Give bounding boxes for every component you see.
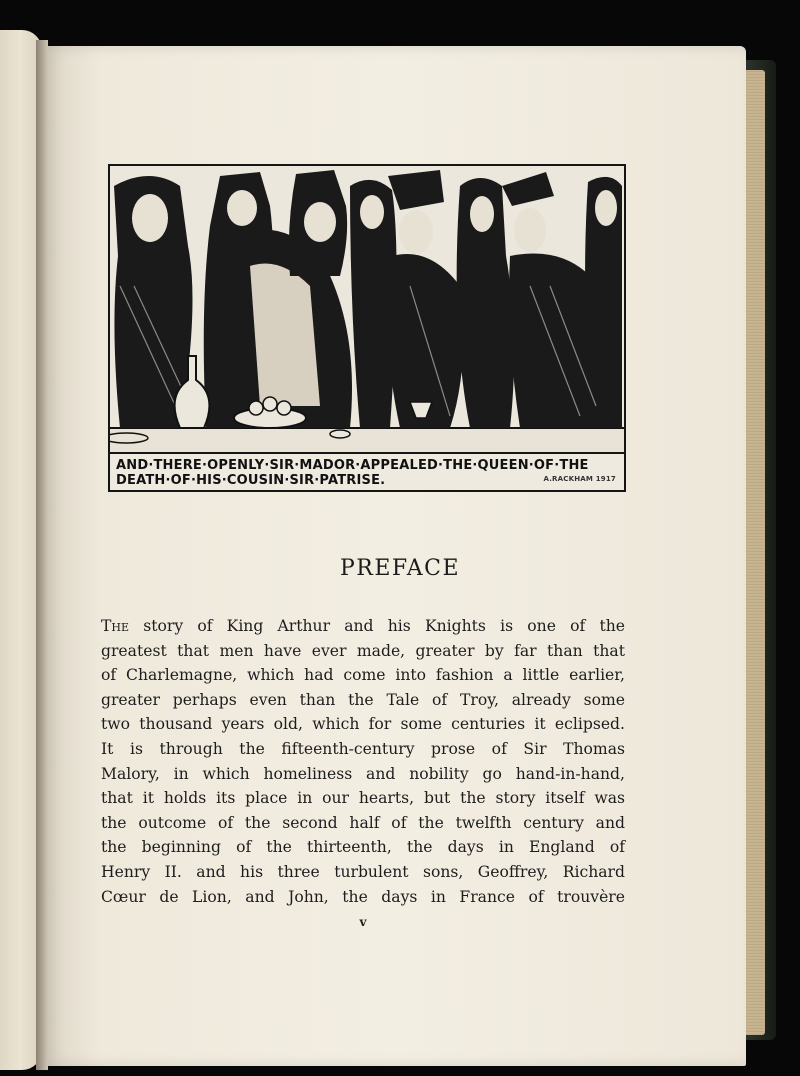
text-line — [101, 614, 625, 639]
artist-signature: A.RACKHAM 1917 — [543, 475, 616, 483]
page-title: PREFACE — [339, 556, 461, 581]
illustration-caption — [110, 452, 624, 490]
caption-line: AND·THERE·OPENLY·SIR·MADOR·APPEALED·THE·QUEEN·OF·THE — [116, 458, 589, 473]
illustration-drawing — [110, 166, 624, 456]
text-line: the outcome of the second half of the twelfth century and — [101, 813, 625, 832]
text-line: greatest that men have ever made, greater by far than that — [101, 641, 625, 660]
text-line: Henry II. and his three turbulent sons, Geoffrey, Richard — [101, 862, 625, 881]
page-number: v — [359, 915, 367, 929]
text-line: of Charlemagne, which had come into fashion a little earlier, — [101, 666, 625, 685]
drop-word: The — [101, 617, 130, 635]
text-line: Malory, in which homeliness and nobility go hand-in-hand, — [101, 764, 625, 783]
illustration-plate — [108, 164, 626, 492]
text-line: It is through the fifteenth-century prose of Sir Thomas — [101, 739, 625, 758]
text-line: that it holds its place in our hearts, but the story itself was — [101, 789, 625, 808]
preface-body — [101, 614, 625, 909]
caption-line: DEATH·OF·HIS·COUSIN·SIR·PATRISE. — [116, 473, 386, 488]
text-line: the beginning of the thirteenth, the days in England of — [101, 838, 625, 857]
text-line: greater perhaps even than the Tale of Troy, already some — [101, 690, 625, 709]
first-line-text: story of King Arthur and his Knights is one of the — [129, 617, 625, 635]
text-line: two thousand years old, which for some centuries it eclipsed. — [101, 715, 625, 734]
text-line: Cœur de Lion, and John, the days in France of trouvère — [101, 887, 625, 906]
